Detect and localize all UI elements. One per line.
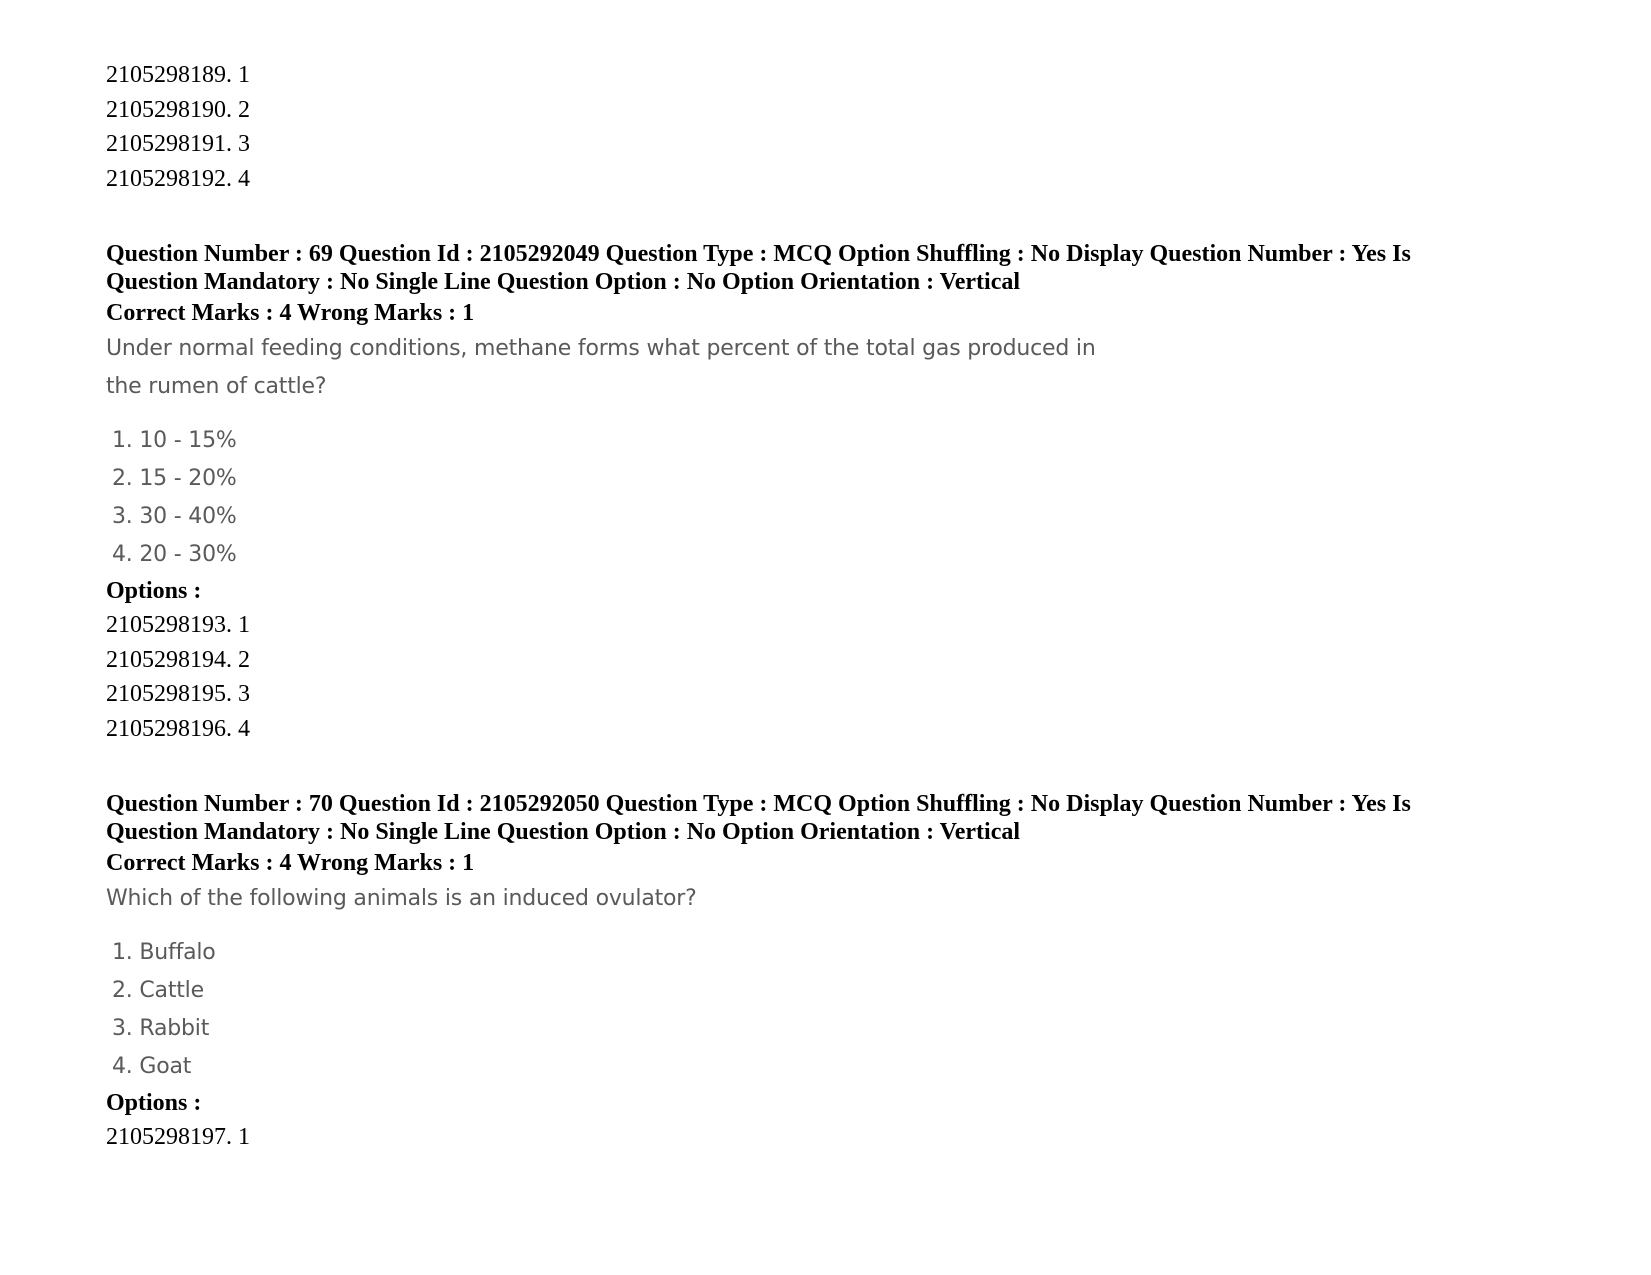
answer-choices [106,422,1546,574]
option-id: 2105298194. 2 [106,646,250,673]
question-text [106,330,1546,406]
options-label: Options : [106,578,202,604]
option-id: 2105298197. 1 [106,1124,250,1150]
answer-choice: 1. Buffalo [112,940,216,965]
option-ids [106,1120,1546,1155]
answer-choices [106,934,1546,1086]
question-meta [106,790,1546,846]
answer-choice: 3. Rabbit [112,1016,210,1041]
option-id: 2105298196. 4 [106,715,250,742]
question-meta-line: Question Number : 70 Question Id : 2105292050 Question Type : MCQ Option Shuffling : No Display Question Number : Yes Is [106,791,1411,817]
answer-choice: 4. 20 - 30% [112,542,237,567]
question-text-line: Which of the following animals is an induced ovulator? [106,886,697,911]
question-text-line: the rumen of cattle? [106,374,327,399]
exam-page [106,58,1546,1155]
option-id: 2105298195. 3 [106,681,250,707]
option-id: 2105298192. 4 [106,165,250,192]
answer-choice: 4. Goat [112,1054,192,1079]
question-block-70 [106,790,1546,1155]
option-id: 2105298193. 1 [106,612,250,638]
question-marks: Correct Marks : 4 Wrong Marks : 1 [106,300,475,326]
question-meta [106,240,1546,296]
option-id: 2105298189. 1 [106,62,250,88]
question-block-69 [106,240,1546,746]
answer-choice: 2. Cattle [112,978,204,1003]
question-text [106,880,1546,918]
options-label: Options : [106,1090,202,1116]
question-marks: Correct Marks : 4 Wrong Marks : 1 [106,850,475,876]
previous-option-ids [106,58,1546,196]
option-id: 2105298191. 3 [106,131,250,157]
option-ids [106,608,1546,746]
option-id: 2105298190. 2 [106,96,250,123]
question-meta-line: Question Mandatory : No Single Line Question Option : No Option Orientation : Vertical [106,819,1021,845]
question-meta-line: Question Mandatory : No Single Line Question Option : No Option Orientation : Vertical [106,269,1021,295]
answer-choice: 2. 15 - 20% [112,466,237,491]
answer-choice: 3. 30 - 40% [112,504,237,529]
question-meta-line: Question Number : 69 Question Id : 2105292049 Question Type : MCQ Option Shuffling : No Display Question Number : Yes Is [106,241,1411,267]
question-text-line: Under normal feeding conditions, methane forms what percent of the total gas produced in [106,336,1096,361]
answer-choice: 1. 10 - 15% [112,428,237,453]
